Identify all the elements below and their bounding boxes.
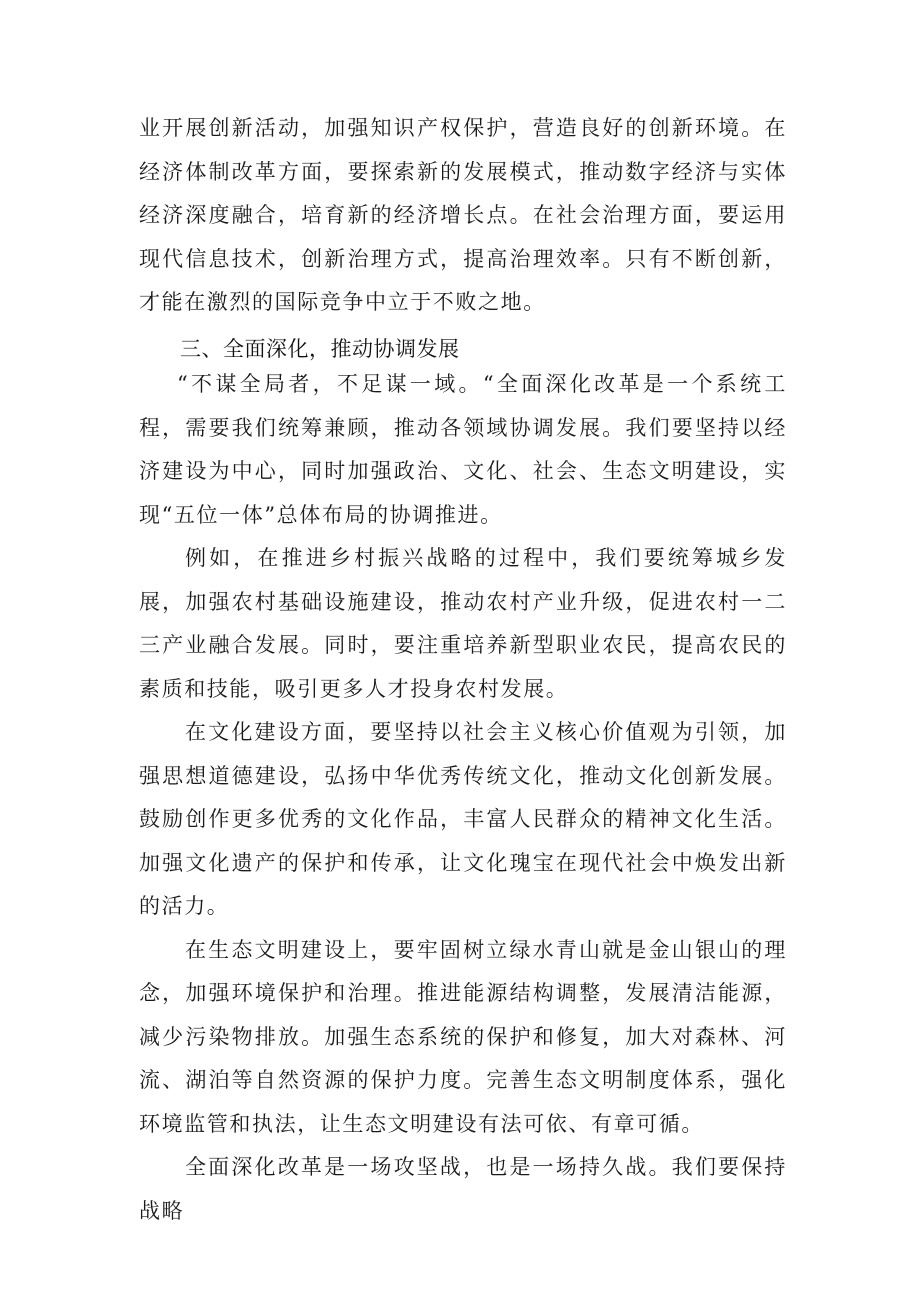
paragraph-continued: 业开展创新活动，加强知识产权保护，营造良好的创新环境。在经济体制改革方面，要探索新的发展模式，推动数字经济与实体经济深度融合，培育新的经济增长点。在社会治理方面，要运用现代信息技术，创新治理方式，提高治理效率。只有不断创新，才能在激烈的国际竞争中立于不败之地。 (139, 116, 787, 314)
section-heading: 三、全面深化，推动协调发展 (180, 337, 460, 361)
paragraph-1: “不谋全局者，不足谋一域。“全面深化改革是一个系统工程，需要我们统筹兼顾，推动各领域协调发展。我们要坚持以经济建设为中心，同时加强政治、文化、社会、生态文明建设，实现“五位一体”总体布局的协调推进。 (139, 372, 787, 527)
paragraph-3: 在文化建设方面，要坚持以社会主义核心价值观为引领，加强思想道德建设，弘扬中华优秀传统文化，推动文化创新发展。鼓励创作更多优秀的文化作品，丰富人民群众的精神文化生活。加强文化遗产的保护和传承，让文化瑰宝在现代社会中焕发出新的活力。 (139, 720, 787, 918)
paragraph-5: 全面深化改革是一场攻坚战，也是一场持久战。我们要保持战略 (139, 1155, 787, 1223)
body-text-main (139, 363, 787, 1233)
body-text-top (139, 107, 787, 325)
paragraph-2: 例如，在推进乡村振兴战略的过程中，我们要统筹城乡发展，加强农村基础设施建设，推动农村产业升级，促进农村一二三产业融合发展。同时，要注重培养新型职业农民，提高农民的素质和技能，吸引更多人才投身农村发展。 (139, 546, 787, 701)
paragraph-4: 在生态文明建设上，要牢固树立绿水青山就是金山银山的理念，加强环境保护和治理。推进能源结构调整，发展清洁能源，减少污染物排放。加强生态系统的保护和修复，加大对森林、河流、湖泊等自然资源的保护力度。完善生态文明制度体系，强化环境监管和执法，让生态文明建设有法可依、有章可循。 (139, 937, 787, 1136)
